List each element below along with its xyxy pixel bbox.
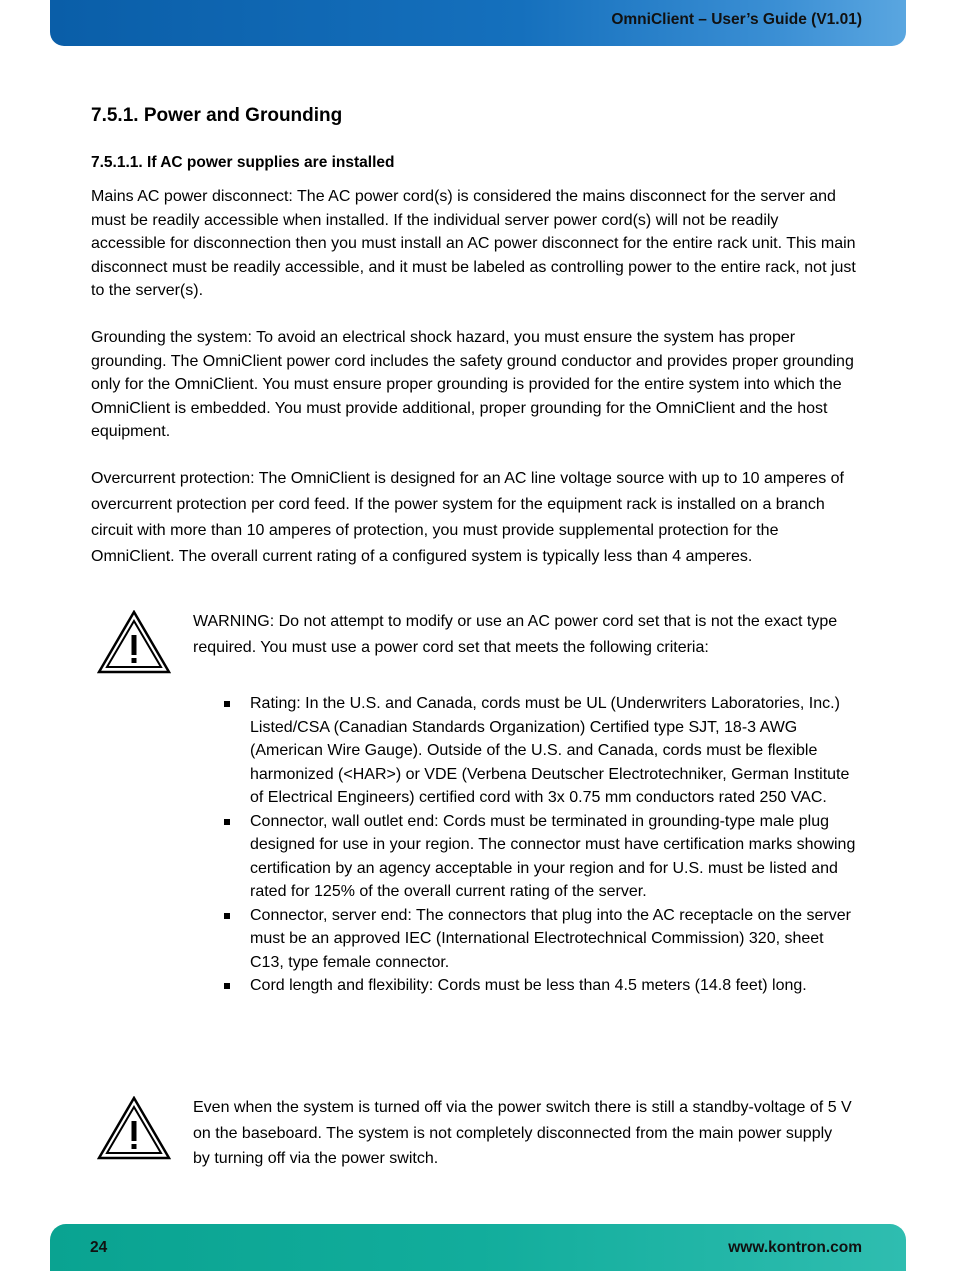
bullet-icon xyxy=(224,913,230,919)
warning-standby-voltage-text: Even when the system is turned off via the power switch there is still a standby-voltage of 5 V on the baseboard. The system is not completely disconnected from the main power supply by turning off via the power switch. xyxy=(193,1099,852,1167)
bullet-icon xyxy=(224,819,230,825)
bullet-icon xyxy=(224,983,230,989)
footer-url: www.kontron.com xyxy=(728,1239,862,1256)
list-item xyxy=(224,904,856,975)
list-item xyxy=(224,974,856,998)
criteria-cord-length: Cord length and flexibility: Cords must be less than 4.5 meters (14.8 feet) long. xyxy=(250,977,807,994)
subsection-heading: 7.5.1.1. If AC power supplies are installed xyxy=(91,154,395,171)
paragraph-mains-disconnect: Mains AC power disconnect: The AC power cord(s) is considered the mains disconnect for the server and must be readily accessible when installed. If the individual server power cord(s) will not be readily accessible for disconnection then you must install an AC power disconnect for the entire rack unit. This main disconnect must be readily accessible, and it must be labeled as controlling power to the entire rack, not just to the server(s). xyxy=(91,188,856,299)
criteria-wall-outlet-connector: Connector, wall outlet end: Cords must be terminated in grounding-type male plug designed for use in your region. The connector must have certification marks showing certification by an agency acceptable in your region and for U.S. must be listed and rated for 125% of the overall current rating of the server. xyxy=(250,812,856,900)
warning-power-cord-text: WARNING: Do not attempt to modify or use an AC power cord set that is not the exact type required. You must use a power cord set that meets the following criteria: xyxy=(193,613,838,656)
list-item xyxy=(224,810,856,904)
footer-bar xyxy=(50,1224,906,1271)
criteria-server-connector: Connector, server end: The connectors that plug into the AC receptacle on the server must be an approved IEC (International Electrotechnical Commission) 320, sheet C13, type female connector. xyxy=(250,906,851,971)
header-bar xyxy=(50,0,906,46)
document-title: OmniClient – User’s Guide (V1.01) xyxy=(611,11,862,28)
section-heading: 7.5.1. Power and Grounding xyxy=(91,105,343,126)
page-number: 24 xyxy=(90,1239,108,1256)
power-cord-criteria-list xyxy=(224,692,856,998)
warning-triangle-icon xyxy=(97,610,171,674)
paragraph-grounding: Grounding the system: To avoid an electrical shock hazard, you must ensure the system has proper grounding. The OmniClient power cord includes the safety ground conductor and provides proper grounding only for the OmniClient. You must ensure proper grounding is provided for the entire system into which the OmniClient is embedded. You must provide additional, proper grounding for the OmniClient and the host equipment. xyxy=(91,329,854,440)
paragraph-overcurrent: Overcurrent protection: The OmniClient is designed for an AC line voltage source with up to 10 amperes of overcurrent protection per cord feed. If the power system for the equipment rack is installed on a branch circuit with more than 10 amperes of protection, you must provide supplemental protection for the OmniClient. The overall current rating of a configured system is typically less than 4 amperes. xyxy=(91,470,844,565)
list-item xyxy=(224,692,856,810)
bullet-icon xyxy=(224,701,230,707)
criteria-rating: Rating: In the U.S. and Canada, cords must be UL (Underwriters Laboratories, Inc.) Listed/CSA (Canadian Standards Organization) Certified type SJT, 18-3 AWG (American Wire Gauge). Outside of the U.S. and Canada, cords must be flexible harmonized (<HAR>) or VDE (Verbena Deutscher Electrotechniker, German Institute of Electrical Engineers) certified cord with 3x 0.75 mm conductors rated 250 VAC. xyxy=(250,695,850,806)
warning-triangle-icon xyxy=(97,1096,171,1160)
